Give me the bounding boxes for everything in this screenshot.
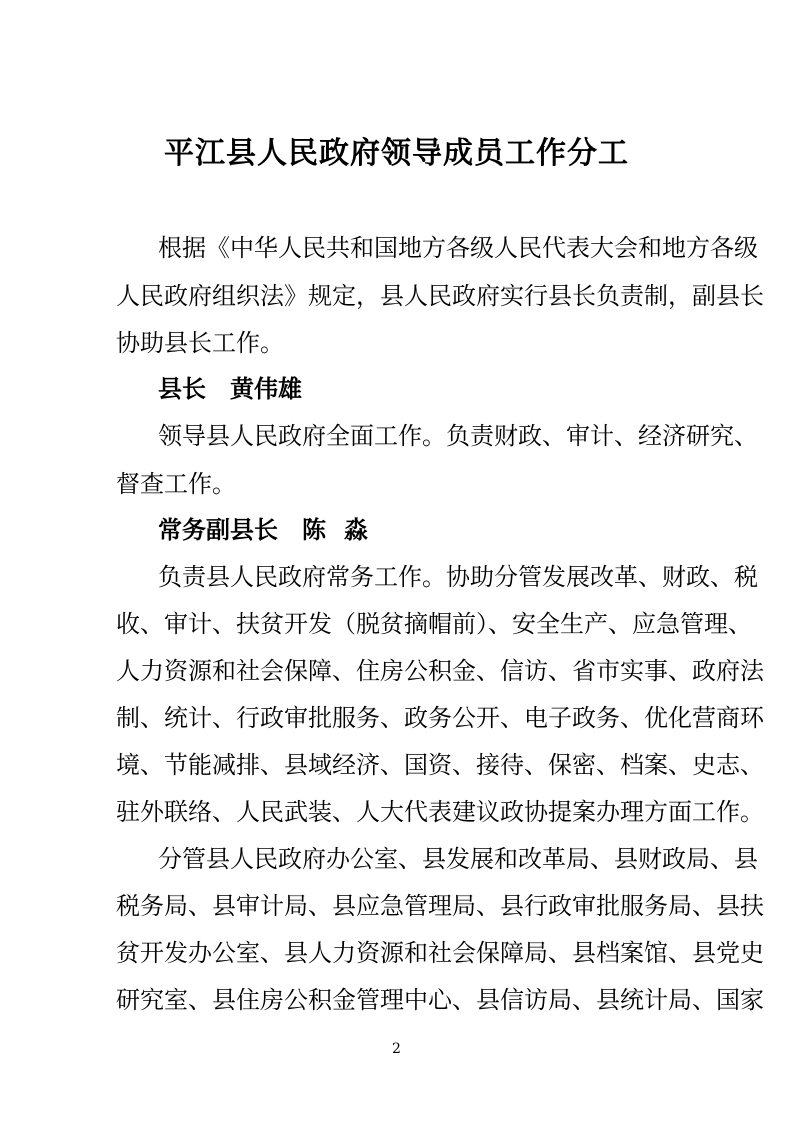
executive-deputy-duty-line: 收、审计、扶贫开发（脱贫摘帽前）、安全生产、应急管理、	[116, 610, 752, 638]
intro-line: 根据《中华人民共和国地方各级人民代表大会和地方各级	[158, 234, 758, 262]
executive-deputy-duty-line: 负责县人民政府常务工作。协助分管发展改革、财政、税	[158, 563, 758, 591]
magistrate-role: 县长	[158, 375, 206, 403]
document-title: 平江县人民政府领导成员工作分工	[164, 136, 629, 171]
supervision-line: 税务局、县审计局、县应急管理局、县行政审批服务局、县扶	[116, 892, 764, 920]
executive-deputy-duty-line: 制、统计、行政审批服务、政务公开、电子政务、优化营商环	[116, 704, 764, 732]
magistrate-name: 黄伟雄	[230, 375, 302, 403]
executive-deputy-given-name: 淼	[344, 516, 368, 544]
executive-deputy-duty-line: 人力资源和社会保障、住房公积金、信访、省市实事、政府法	[116, 657, 764, 685]
supervision-line: 贫开发办公室、县人力资源和社会保障局、县档案馆、县党史	[116, 939, 764, 967]
executive-deputy-duty-line: 境、节能减排、县域经济、国资、接待、保密、档案、史志、	[116, 751, 764, 779]
magistrate-duty-line: 督查工作。	[116, 470, 236, 498]
magistrate-duty-line: 领导县人民政府全面工作。负责财政、审计、经济研究、	[158, 422, 758, 450]
supervision-line: 分管县人民政府办公室、县发展和改革局、县财政局、县	[158, 845, 758, 873]
executive-deputy-surname: 陈	[302, 516, 326, 544]
supervision-line: 研究室、县住房公积金管理中心、县信访局、县统计局、国家	[116, 986, 764, 1014]
magistrate-heading	[158, 373, 686, 405]
intro-line: 协助县长工作。	[116, 329, 284, 357]
page-number: 2	[392, 1041, 401, 1057]
executive-deputy-duty-line: 驻外联络、人民武装、人大代表建议政协提案办理方面工作。	[116, 798, 764, 826]
executive-deputy-heading	[158, 514, 686, 546]
intro-line: 人民政府组织法》规定，县人民政府实行县长负责制，副县长	[116, 282, 764, 310]
executive-deputy-role: 常务副县长	[158, 516, 278, 544]
